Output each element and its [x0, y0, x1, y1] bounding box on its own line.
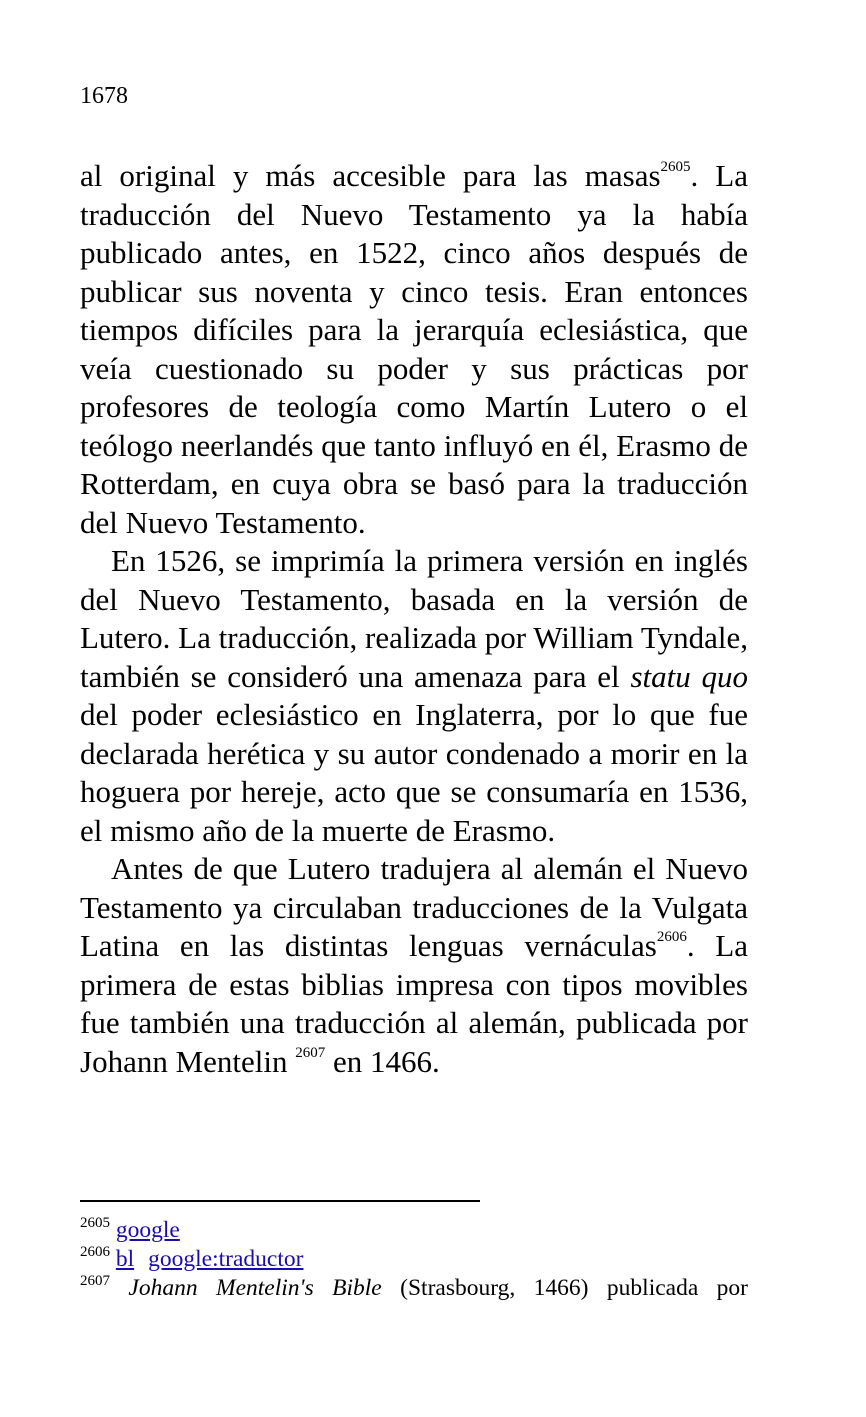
footnote-title: Johann Mentelin's Bible [128, 1275, 382, 1301]
footnote-2606 [80, 1245, 748, 1274]
footnote-ref[interactable]: 2605 [660, 159, 691, 175]
paragraph-2 [80, 542, 748, 850]
paragraph-text: . La primera de estas biblias impresa con tipos movibles fue también una traducción al alemán, publicada por Johann Mentelin [80, 928, 748, 1079]
footnote-2605 [80, 1216, 748, 1245]
footnotes [80, 1216, 748, 1303]
footnote-ref[interactable]: 2607 [295, 1044, 326, 1061]
paragraph-text: En 1526, se imprimía la primera versión en inglés del Nuevo Testamento, basada en la versión de Lutero. La traducción, realizada por William Tyndale, también se consideró una amenaza para el [80, 543, 748, 694]
paragraph-text: del poder eclesiástico en Inglaterra, por lo que fue declarada herética y su autor condenado a morir en la hoguera por hereje, acto que se consumaría en 1536, el mismo año de la muerte de Erasmo. [80, 697, 748, 848]
footnote-link-bl[interactable]: bl [115, 1246, 135, 1272]
paragraph-text: en 1466. [325, 1043, 440, 1079]
paragraph-text: al original y más accesible para las masas [80, 158, 661, 193]
paragraph-text: . La traducción del Nuevo Testamento ya la había publicado antes, en 1522, cinco años después de publicar sus noventa y cinco tesis. Eran entonces tiempos difíciles para la jerarquía eclesiástica, que veía cuestionado su poder y sus prácticas por profesores de teología como Martín Lutero o el teólogo neerlandés que tanto influyó en él, Erasmo de Rotterdam, en cuya obra se basó para la traducción del Nuevo Testamento. [80, 158, 748, 540]
footnote-link-google-traductor[interactable]: google:traductor [148, 1246, 304, 1272]
footnote-number: 2606 [80, 1244, 110, 1260]
footnote-separator [80, 1200, 480, 1202]
footnote-number: 2605 [80, 1215, 110, 1231]
body-text [80, 157, 748, 1081]
paragraph-text: Antes de que Lutero tradujera al alemán el Nuevo Testamento ya circulaban traducciones de la Vulgata Latina en las distintas lenguas vernáculas [80, 851, 748, 963]
italic-phrase: statu quo [630, 658, 748, 694]
footnote-2607 [80, 1274, 748, 1303]
footnote-number: 2607 [80, 1273, 110, 1289]
footnote-text: (Strasbourg, 1466) publicada por [381, 1275, 749, 1301]
page-number: 1678 [80, 83, 128, 109]
paragraph-3 [80, 850, 748, 1081]
footnote-link-google[interactable]: google [115, 1217, 180, 1243]
footnote-ref[interactable]: 2606 [656, 929, 687, 945]
paragraph-1 [80, 157, 748, 542]
